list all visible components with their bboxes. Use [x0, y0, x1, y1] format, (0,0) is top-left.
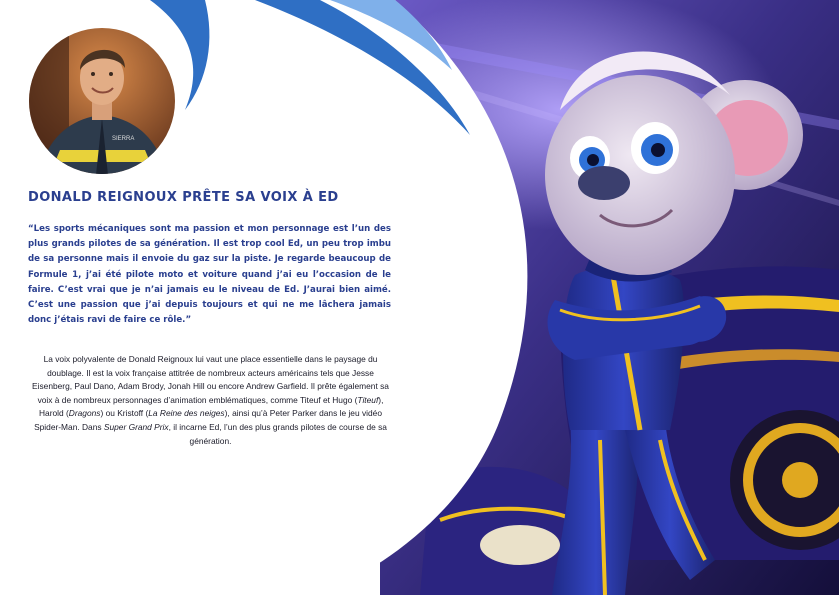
bio-text: ) ou Kristoff (: [100, 408, 149, 419]
character-head: [545, 75, 735, 275]
bio-text: , il incarne Ed, l’un des plus grands pilotes de course de sa génération.: [168, 421, 387, 446]
film-title: Dragons: [68, 408, 101, 419]
biography-paragraph: [28, 353, 393, 448]
portrait: [29, 28, 176, 175]
headlight: [480, 525, 560, 565]
bio-text: ), ainsi qu’à Peter Parker dans le jeu vidéo Spider-Man. Dans: [34, 408, 382, 432]
film-title: Super Grand Prix: [103, 421, 169, 432]
article-headline: DONALD REIGNOUX PRÊTE SA VOIX À ED: [28, 190, 339, 205]
film-title: La Reine des neiges: [148, 408, 225, 419]
character-nose: [578, 166, 630, 200]
bio-text: La voix polyvalente de Donald Reignoux lui vaut une place essentielle dans le paysage du doublage. Il est la voix française attitrée de nombreux acteurs américains tels que Jesse Eisenberg, Paul Dano, Adam Brody, Jonah Hill ou encore Andrew Garfield. Il prête également sa voix à de nombreux personnages d’animation emblématiques, comme Titeuf et Hugo (: [32, 354, 389, 405]
jacket-text: SIERRA: [112, 136, 135, 142]
film-title: Titeuf: [357, 394, 379, 405]
bio-text: ), Harold (: [39, 394, 384, 419]
interview-quote: “Les sports mécaniques sont ma passion et mon personnage est l’un des plus grands pilotes de sa génération. Il est trop cool Ed, un peu trop imbu de sa personne mais il envoie du gaz sur la piste. Je regarde beaucoup de Formule 1, j’ai été pilote moto et voiture quand j’ai eu l’occasion de le faire. C’est vrai que je n’ai jamais eu le niveau de Ed. J’aurai bien aimé. C’est une passion que j’ai depuis toujours et qui ne me lâchera jamais donc j’étais ravi de faire ce rôle.”: [28, 224, 391, 326]
